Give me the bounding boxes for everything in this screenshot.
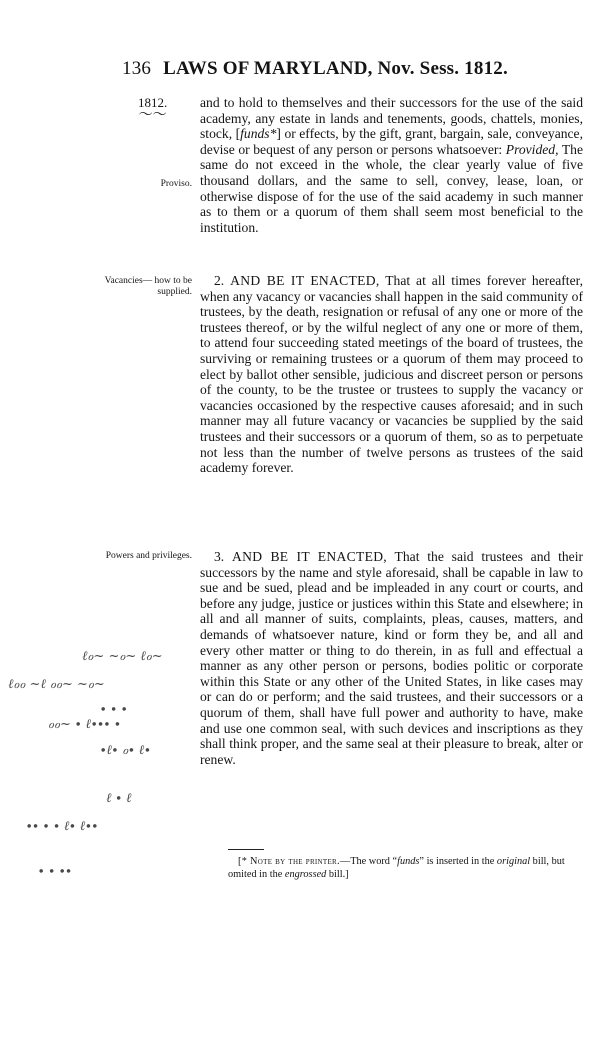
- paragraph-2: [200, 273, 583, 476]
- handwritten-annotation-5: ∙ℓ∙ ℴ∙ ℓ∙: [100, 743, 151, 758]
- handwritten-annotation-3: ∙ ∙ ∙: [100, 702, 128, 717]
- handwritten-annotation-7: ∙∙ ∙ ∙ ℓ∙ ℓ∙∙: [26, 819, 98, 834]
- footnote-label: [* Note by the printer.: [238, 856, 340, 867]
- para1-funds: funds*: [240, 126, 277, 142]
- page-number: 136: [122, 58, 152, 79]
- para2-number: 2.: [214, 273, 225, 288]
- paragraph-1: [200, 95, 583, 235]
- running-header: [122, 58, 562, 80]
- paragraph-3: [200, 549, 583, 767]
- footnote-text-b: ” is inserted in the: [419, 856, 497, 867]
- para1-text-b: ] or effects, by the gift, grant, bargain, sale, conveyance, devise or bequest of any person or persons whatsoever:: [200, 126, 583, 157]
- para3-number: 3.: [214, 549, 225, 564]
- para2-text: That at all times forever hereafter, when any vacancy or vacancies shall happen in the said community of trustees, by the death, resignation or refusal of any one or more of the trustees thereof, or by the wilful neglect of any one or more of them, to attend four succeeding stated meetings of the board of trustees, the surviving or remaining trustees or a quorum of them may proceed to elect by ballot other sensible, judicious and discreet person or persons of the county, to be the trustee or trustees to supply the vacancy or vacancies occasioned by the respective causes aforesaid; and in such manner may all future vacancy or vacancies be supplied by the said trustees and their successors or a quorum of them, so as to perpetuate not less than the number of twelve persons as trustees of the said academy forever.: [200, 273, 583, 476]
- footnote-text-a: —The word “: [339, 856, 398, 867]
- handwritten-annotation-8: ∙ ∙ ∙∙: [38, 864, 72, 879]
- margin-year-text: 1812.: [138, 95, 168, 110]
- para3-text: That the said trustees and their successors by the name and style aforesaid, shall be capable in law to sue and be sued, plead and be impleaded in any court or courts, and before any judge, justice or justices within this State and elsewhere; in all and all manner of suits, complaints, pleas, causes, matters, and demands of whatsoever nature, kind or form they be, and all and every other matter or thing to do therein, in as full and effectual a manner as any other person or persons, bodies politic or corporate within this State or any other of the United States, in like cases may or can do or perform; and the said trustees, and their successors or a quorum of them, shall have full power and authority to have, make and use one common seal, with such devices and inscriptions as they shall think proper, and the same seal at their pleasure to break, alter or renew.: [200, 549, 583, 767]
- footnote-original: original: [496, 856, 531, 867]
- handwritten-annotation-2: ℓℴℴ ~ℓ ℴℴ~ ~ℴ~: [8, 677, 105, 692]
- margin-note-powers: Powers and privileges.: [105, 551, 192, 561]
- footnote-text-c: bill, but omited in the: [228, 856, 565, 880]
- para2-enact: AND BE IT ENACTED,: [230, 273, 380, 288]
- handwritten-annotation-6: ℓ ∙ ℓ: [106, 791, 132, 806]
- handwritten-annotation-4: ℴℴ~ ∙ ℓ∙∙∙ ∙: [48, 717, 121, 732]
- printer-footnote: [228, 855, 584, 881]
- para1-provided: Provided,: [505, 141, 559, 157]
- year-ornament: 〜〜: [138, 108, 167, 123]
- header-title: LAWS OF MARYLAND, Nov. Sess. 1812.: [163, 58, 508, 79]
- para1-text-c: The same do not exceed in the whole, the clear yearly value of five thousand dollars, and the same to sell, convey, lease, loan, or otherwise dispose of for the use of the said academy in such manner as to them or a quorum of them shall seem most beneficial to the institution.: [200, 141, 583, 235]
- footnote-text-d: bill.]: [326, 869, 349, 880]
- footnote-engrossed: engrossed: [284, 869, 327, 880]
- handwritten-annotation-1: ℓℴ~ ~ℴ~ ℓℴ~: [82, 649, 163, 664]
- footnote-rule: [228, 849, 264, 850]
- margin-note-proviso: Proviso.: [160, 179, 192, 189]
- para1-text-a: and to hold to themselves and their successors for the use of the said academy, any estate in lands and tenements, goods, chattels, monies, stock, [: [200, 95, 583, 142]
- margin-note-vacancies: Vacancies— how to be supplied.: [104, 276, 192, 297]
- margin-year: [138, 95, 167, 121]
- para3-enact: AND BE IT ENACTED,: [232, 549, 388, 564]
- footnote-funds: funds: [397, 856, 420, 867]
